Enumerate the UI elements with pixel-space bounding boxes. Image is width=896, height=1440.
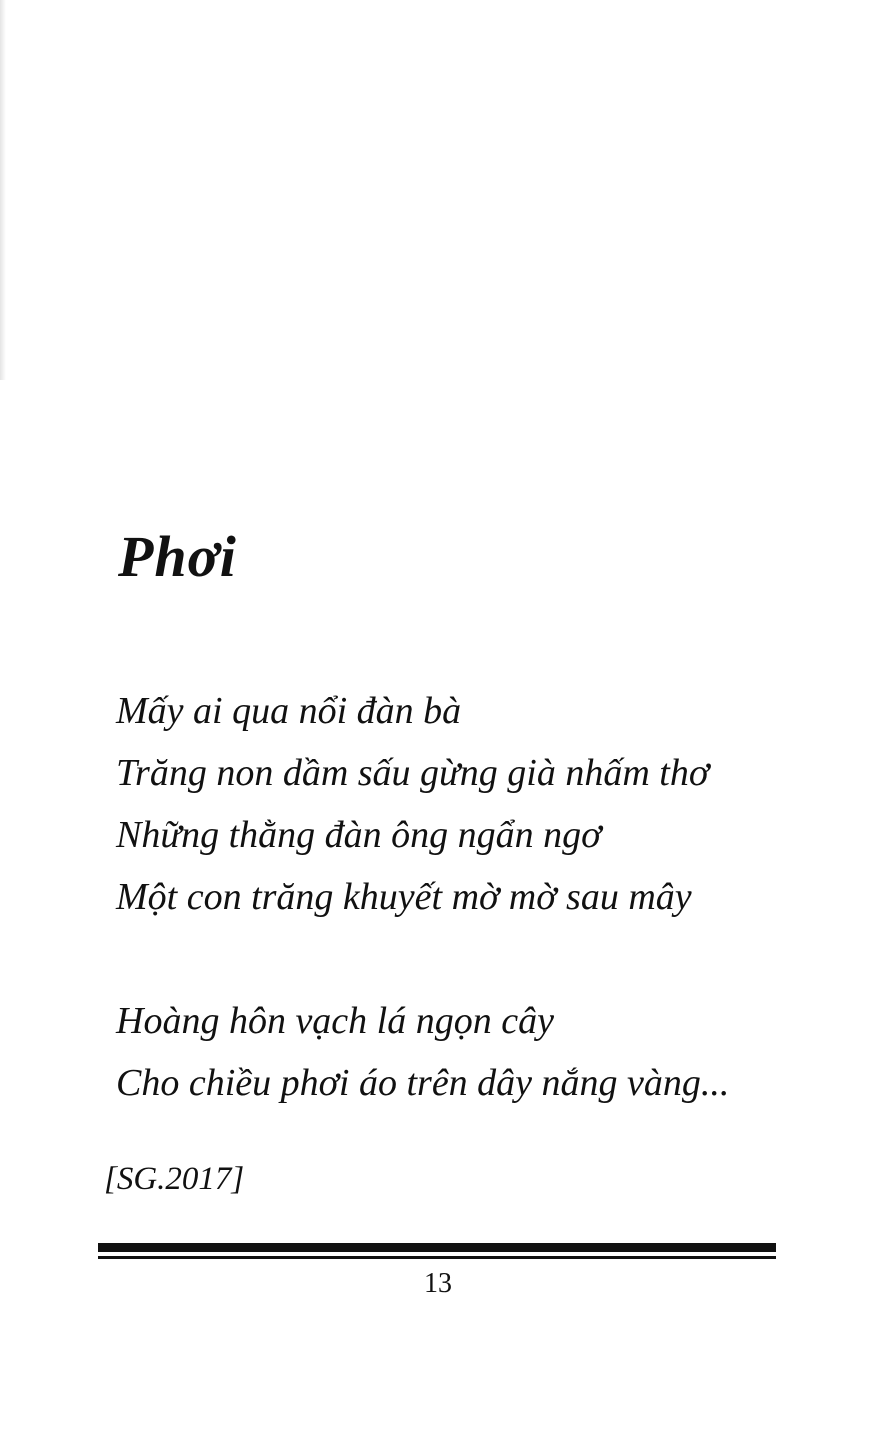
stanza-1 xyxy=(116,680,709,928)
footer-rule-thin xyxy=(98,1256,776,1259)
poem-line: Một con trăng khuyết mờ mờ sau mây xyxy=(116,876,692,918)
poem-line: Mấy ai qua nổi đàn bà xyxy=(116,690,462,732)
stanza-2 xyxy=(116,990,729,1114)
page-number: 13 xyxy=(424,1268,452,1299)
footer-rule-thick xyxy=(98,1243,776,1252)
page-edge-shadow xyxy=(0,0,6,380)
poem-line: Những thằng đàn ông ngẩn ngơ xyxy=(116,814,602,856)
poem-title: Phơi xyxy=(118,524,237,589)
poem-line: Cho chiều phơi áo trên dây nắng vàng... xyxy=(116,1062,730,1104)
poem-date-tag: [SG.2017] xyxy=(104,1161,245,1197)
poem-line: Trăng non dầm sấu gừng già nhấm thơ xyxy=(116,752,710,794)
poem-line: Hoàng hôn vạch lá ngọn cây xyxy=(116,1000,554,1042)
